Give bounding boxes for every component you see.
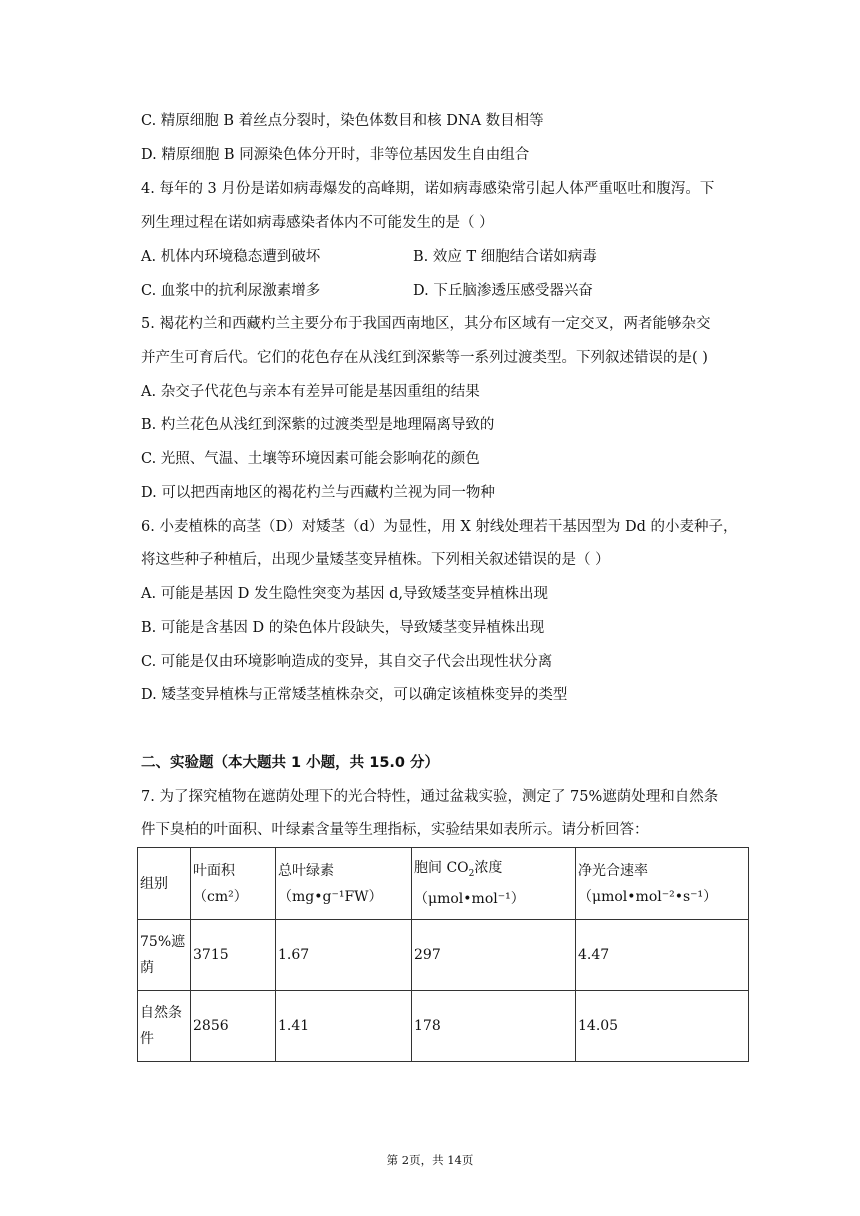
cell-group: 自然条件 (138, 991, 191, 1062)
header-group (138, 848, 191, 920)
q6-option-d: D. 矮茎变异植株与正常矮茎植株杂交，可以确定该植株变异的类型 (141, 687, 568, 703)
header-chlorophyll-unit: （mg•g⁻¹FW） (278, 888, 383, 905)
cell-co2: 178 (412, 991, 576, 1062)
results-table (137, 847, 749, 1062)
cell-chlorophyll: 1.41 (276, 991, 412, 1062)
q4-option-b: B. 效应 T 细胞结合诺如病毒 (413, 249, 597, 265)
q4-option-d: D. 下丘脑渗透压感受器兴奋 (413, 283, 593, 299)
section-heading: 二、实验题（本大题共 1 小题，共 15.0 分） (141, 755, 440, 771)
q6-option-b: B. 可能是含基因 D 的染色体片段缺失，导致矮茎变异植株出现 (141, 620, 545, 636)
q3-option-d: D. 精原细胞 B 同源染色体分开时，非等位基因发生自由组合 (141, 147, 530, 163)
header-chlorophyll (276, 848, 412, 920)
header-co2-label (414, 855, 573, 887)
q7-stem-line2: 件下臭柏的叶面积、叶绿素含量等生理指标，实验结果如表所示。请分析回答： (141, 822, 649, 838)
header-co2-text2: 浓度 (474, 859, 503, 876)
q4-option-c: C. 血浆中的抗利尿激素增多 (141, 283, 321, 299)
header-rate-label: 净光合速率 (578, 862, 648, 879)
q5-stem-line2: 并产生可育后代。它们的花色存在从浅红到深紫等一系列过渡类型。下列叙述错误的是( ) (141, 350, 708, 366)
header-leaf-area (191, 848, 276, 920)
q4-stem-line2: 列生理过程在诺如病毒感染者体内不可能发生的是（ ） (141, 215, 494, 231)
q7-stem-line1: 7. 为了探究植物在遮荫处理下的光合特性，通过盆栽实验，测定了 75%遮荫处理和自然条 (141, 789, 719, 805)
q6-option-c: C. 可能是仅由环境影响造成的变异，其自交子代会出现性状分离 (141, 654, 553, 670)
table-header-row (138, 848, 749, 920)
q5-option-d: D. 可以把西南地区的褐花杓兰与西藏杓兰视为同一物种 (141, 485, 495, 501)
q5-option-b: B. 杓兰花色从浅红到深紫的过渡类型是地理隔离导致的 (141, 417, 495, 433)
q4-stem-line1: 4. 每年的 3 月份是诺如病毒爆发的高峰期，诺如病毒感染常引起人体严重呕吐和腹泻。下 (141, 181, 715, 197)
cell-group: 75%遮荫 (138, 920, 191, 991)
header-co2-text: 胞间 CO (414, 859, 469, 876)
q5-stem-line1: 5. 褐花杓兰和西藏杓兰主要分布于我国西南地区，其分布区域有一定交叉，两者能够杂交 (141, 316, 711, 332)
header-chlorophyll-label: 总叶绿素 (278, 862, 334, 879)
cell-chlorophyll: 1.67 (276, 920, 412, 991)
header-co2 (412, 848, 576, 920)
header-rate (576, 848, 749, 920)
q5-option-a: A. 杂交子代花色与亲本有差异可能是基因重组的结果 (141, 384, 480, 400)
q6-stem-line1: 6. 小麦植株的高茎（D）对矮茎（d）为显性，用 X 射线处理若干基因型为 Dd 的小麦种子， (141, 519, 738, 535)
cell-leaf-area: 2856 (191, 991, 276, 1062)
q4-option-a: A. 机体内环境稳态遭到破坏 (141, 249, 321, 265)
page-number: 第 2页，共 14页 (386, 1153, 474, 1167)
q6-option-a: A. 可能是基因 D 发生隐性突变为基因 d,导致矮茎变异植株出现 (141, 586, 549, 602)
q5-option-c: C. 光照、气温、土壤等环境因素可能会影响花的颜色 (141, 451, 480, 467)
cell-co2: 297 (412, 920, 576, 991)
table-row (138, 920, 749, 991)
header-leaf-area-label: 叶面积 (193, 862, 235, 879)
header-group-label: 组别 (140, 875, 168, 892)
header-co2-subscript: 2 (468, 868, 475, 879)
table-row (138, 991, 749, 1062)
q3-option-c: C. 精原细胞 B 着丝点分裂时，染色体数目和核 DNA 数目相等 (141, 113, 544, 129)
header-leaf-area-unit: （cm²） (193, 888, 248, 905)
cell-leaf-area: 3715 (191, 920, 276, 991)
header-rate-unit: （μmol•mol⁻²•s⁻¹） (578, 888, 718, 905)
cell-rate: 4.47 (576, 920, 749, 991)
q6-stem-line2: 将这些种子种植后，出现少量矮茎变异植株。下列相关叙述错误的是（ ） (141, 552, 610, 568)
cell-rate: 14.05 (576, 991, 749, 1062)
header-co2-unit: （μmol•mol⁻¹） (414, 891, 525, 908)
